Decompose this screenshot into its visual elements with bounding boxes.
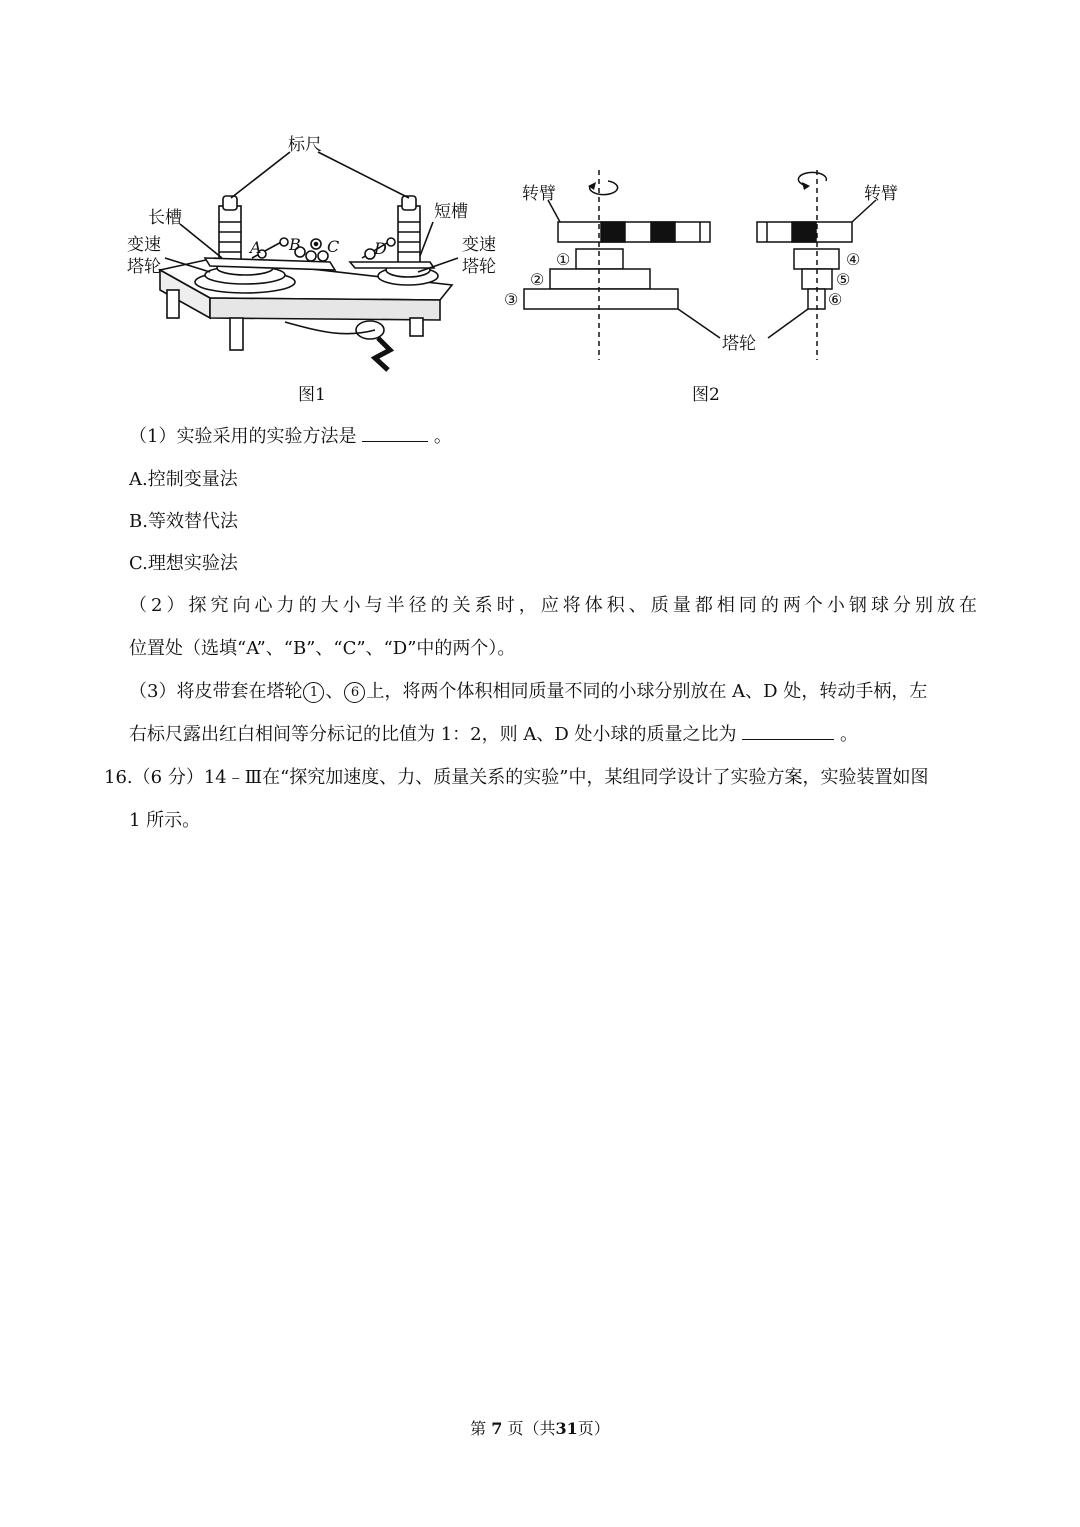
question-2-line-2: 位置处（选填“A”、“B”、“C”、“D”中的两个）。 <box>129 638 516 659</box>
tower-wheel-6-marker: 6 <box>344 682 365 703</box>
label-step-6: ⑥ <box>828 290 843 309</box>
question-1-text: （1）实验采用的实验方法是 <box>129 426 357 447</box>
option-b: B.等效替代法 <box>129 511 238 532</box>
footer-pre: 第 <box>470 1419 487 1438</box>
figure2-caption: 图2 <box>692 385 720 405</box>
label-variable-speed-left: 变速 <box>127 235 161 255</box>
label-tower-wheel-right: 塔轮 <box>462 257 496 277</box>
label-pos-c: C <box>327 237 340 256</box>
question-3-text-3: 右标尺露出红白相间等分标记的比值为 1：2，则 A、D 处小球的质量之比为 <box>129 724 737 745</box>
answer-blank-3[interactable] <box>742 723 834 740</box>
question-2-line-1: （2）探究向心力的大小与半径的关系时，应将体积、质量都相同的两个小钢球分别放在 <box>129 595 977 616</box>
label-tower-wheel-left: 塔轮 <box>127 257 161 277</box>
label-short-groove: 短槽 <box>434 202 468 222</box>
option-c: C.理想实验法 <box>129 553 238 574</box>
footer-post: 页） <box>577 1419 610 1438</box>
label-arm-right: 转臂 <box>864 184 898 204</box>
label-scale: 标尺 <box>288 135 322 155</box>
footer-mid: 页（共 <box>507 1419 556 1438</box>
question-3-line-2 <box>129 720 858 746</box>
label-pos-a: A <box>250 238 262 257</box>
page-footer <box>0 1416 1080 1439</box>
label-step-1: ① <box>556 250 571 269</box>
label-step-3: ③ <box>504 290 519 309</box>
figure1-caption: 图1 <box>298 385 326 405</box>
question-3-separator: 、 <box>325 681 344 702</box>
question-16-number: 16. <box>104 767 133 788</box>
question-16-line-1 <box>104 763 928 789</box>
label-step-4: ④ <box>846 250 861 269</box>
label-step-2: ② <box>530 270 545 289</box>
question-3-line-1 <box>129 677 927 703</box>
label-pos-b: B <box>289 235 301 254</box>
label-step-5: ⑤ <box>836 270 851 289</box>
page-number: 7 <box>491 1419 503 1438</box>
question-16-line-2: 1 所示。 <box>129 810 201 831</box>
figure1-apparatus <box>160 152 458 370</box>
question-1 <box>129 422 452 448</box>
question-3-text-2: 上，将两个体积相同质量不同的小球分别放在 A、D 处，转动手柄，左 <box>366 681 928 702</box>
label-arm-left: 转臂 <box>522 184 556 204</box>
total-pages: 31 <box>555 1419 578 1438</box>
question-3-text: （3）将皮带套在塔轮 <box>129 681 303 702</box>
tower-wheel-1-marker: 1 <box>303 682 324 703</box>
answer-blank-1[interactable] <box>362 425 428 442</box>
figure2-diagram <box>524 170 876 360</box>
question-1-end: 。 <box>433 426 452 447</box>
question-3-end: 。 <box>839 724 858 745</box>
figures-area <box>0 0 1080 420</box>
label-tower-wheel-fig2: 塔轮 <box>722 334 756 354</box>
question-16-text: （6 分）14﹣Ⅲ在“探究加速度、力、质量关系的实验”中，某组同学设计了实验方案，实验装置如图 <box>132 767 929 788</box>
label-variable-speed-right: 变速 <box>462 235 496 255</box>
label-long-groove: 长槽 <box>148 208 182 228</box>
label-pos-d: D <box>374 239 387 258</box>
option-a: A.控制变量法 <box>129 469 238 490</box>
